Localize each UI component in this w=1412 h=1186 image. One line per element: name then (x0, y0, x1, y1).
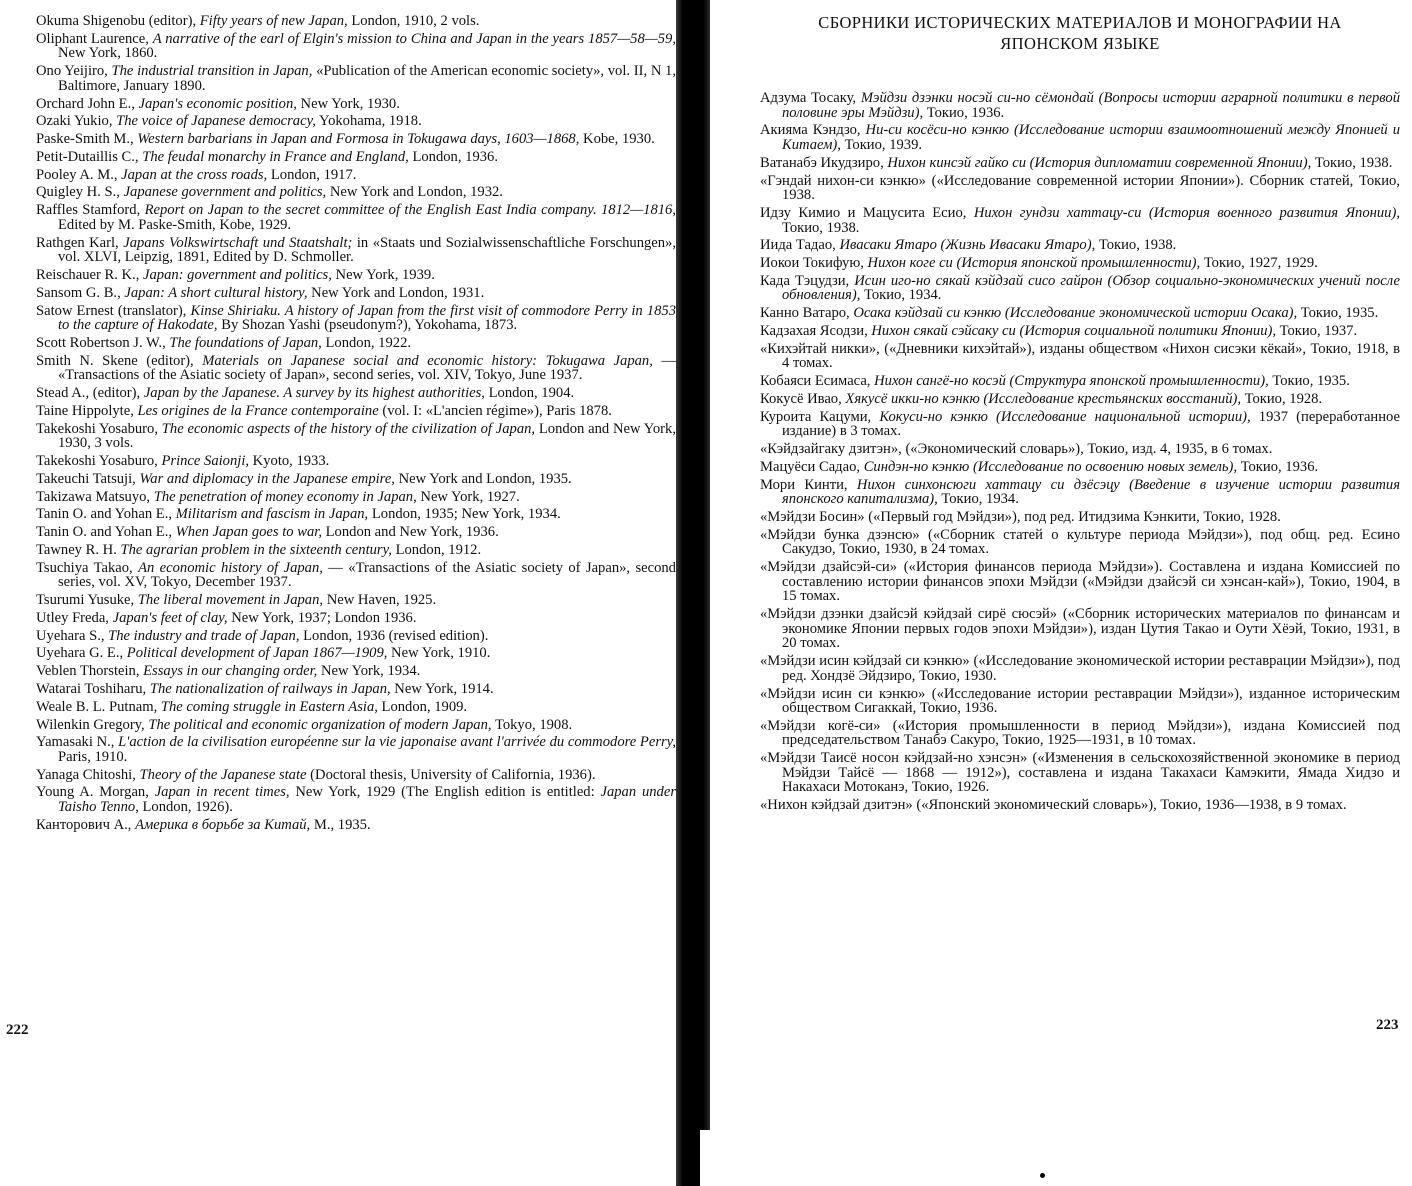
entry-title: Синдэн-но кэнкю (Исследование по освоению новых земель), (863, 458, 1238, 475)
entry-details: Токио, 1935. (1268, 373, 1350, 390)
entry-title: Исин иго-но сякай кэйдзай сисо гайрон (Обзор социально-экономических учений после обновления), (782, 272, 1400, 304)
entry-author: «Нихон кэйдзай дзитэн» («Японский экономический словарь»), Токио, 1936—1938, в 9 томах. (760, 797, 1347, 814)
entry-details: London, 1917. (267, 166, 357, 183)
bibliography-entry (36, 150, 676, 165)
entry-details: Токио, 1937. (1276, 323, 1358, 339)
entry-details: Токио, 1936. (1237, 458, 1319, 475)
entry-details: London and New York, 1936. (321, 524, 499, 541)
entry-title: The voice of Japanese democracy, (116, 113, 316, 130)
entry-title: Мэйдзи дзэнки носэй си-но сёмондай (Вопросы истории аграрной политики в первой половине эры Мэйдзи), (782, 90, 1400, 121)
entry-title: When Japan goes to war, (175, 524, 322, 541)
ink-dot (1040, 1173, 1045, 1178)
entry-author: Tsurumi Yusuke, (36, 592, 138, 609)
entry-author: Кадзахая Ясодзи, (760, 323, 872, 339)
bibliography-entry (760, 528, 1400, 557)
spine-gap (700, 1130, 714, 1186)
entry-title: Prince Saionji, (161, 453, 250, 469)
entry-author: «Мэйдзи когё-си» («История промышленности в период Мэйдзи»), издана Комиссией под председательством Танабэ Сакуро, Токио, 1925—1931, в 10 томах. (760, 717, 1400, 749)
entry-author: «Мэйдзи исин си кэнкю» («Исследование истории реставрации Мэйдзи»), изданное историческим обществом Сигаккай, Токио, 1936. (760, 685, 1400, 717)
bibliography-entry (36, 268, 676, 283)
entry-details: (Doctoral thesis, University of California, 1936). (306, 766, 596, 783)
entry-details: New York, 1939. (331, 266, 435, 283)
entry-details: 1937 (переработанное издание) в 3 томах. (782, 408, 1400, 440)
entry-details: Paris, 1910. (58, 748, 128, 765)
entry-title: L'action de la civilisation européenne sur la vie japonaise avant l'arrivée du commodore Perry, (118, 734, 677, 751)
entry-author: Адзума Тосаку, (760, 90, 861, 106)
bibliography-entry (760, 123, 1400, 152)
bibliography-entry (36, 168, 676, 183)
entry-author: Мори Кинти, (760, 476, 857, 493)
entry-title: Materials on Japanese social and economic history: Tokugawa Japan, (202, 352, 653, 369)
bibliography-entry (36, 286, 676, 301)
entry-title: Japans Volkswirtschaft und Staatshalt; (123, 234, 353, 251)
bibliography-entry (36, 507, 676, 522)
entry-details: New York, 1929 (The English edition is entitled: (289, 784, 601, 801)
entry-author: Takekoshi Yosaburo, (36, 420, 162, 437)
entry-details: Токио, 1927, 1929. (1200, 255, 1318, 272)
entry-details: М., 1935. (310, 816, 371, 833)
entry-author: Акияма Кэндзо, (760, 122, 866, 139)
bibliography-entry (36, 818, 676, 833)
bibliography-entry (36, 14, 676, 29)
entry-title: Japan's feet of clay, (112, 609, 228, 626)
left-page (36, 14, 676, 836)
bibliography-entry (760, 798, 1400, 813)
entry-author: Ватанабэ Икудзиро, (760, 154, 888, 171)
entry-author: Wilenkin Gregory, (36, 716, 149, 733)
bibliography-entry (760, 392, 1400, 407)
entry-details: New York, 1927. (416, 488, 520, 505)
entry-author: Tanin O. and Yohan E., (36, 524, 176, 541)
entry-details: London, 1922. (321, 334, 412, 351)
entry-details: New York and London, 1931. (307, 284, 485, 301)
bibliography-entry (36, 304, 676, 333)
entry-title: Militarism and fascism in Japan, (175, 506, 369, 523)
entry-details: Токио, 1938. (1095, 237, 1177, 254)
entry-author: Иида Тадао, (760, 237, 840, 254)
entry-title: The coming struggle in Eastern Asia, (160, 698, 378, 715)
bibliography-entry (760, 410, 1400, 439)
entry-author: Sansom G. B., (36, 284, 125, 301)
entry-author: Ozaki Yukio, (36, 113, 117, 130)
page-number-left: 222 (6, 1022, 29, 1038)
entry-title: Japan: government and politics, (143, 266, 332, 283)
entry-title: War and diplomacy in the Japanese empire, (139, 470, 395, 487)
bibliography-entry (760, 478, 1400, 507)
entry-author: «Мэйдзи исин кэйдзай си кэнкю» («Исследование экономической истории реставрации Мэйдзи»), под ред. Хондзё Эйдзиро, Токио, 1930. (760, 653, 1400, 684)
bibliography-entry (36, 718, 676, 733)
entry-author: «Мэйдзи бунка дзэнсю» («Сборник статей о культуре периода Мэйдзи»), под общ. ред. Есино Сакудзо, Токио, 1930, в 24 томах. (760, 526, 1400, 558)
bibliography-entry (36, 64, 676, 93)
entry-author: «Кихэйтай никки», («Дневники кихэйтай»), изданы обществом «Нихон сисэки кёкай», Токио, 1918, в 4 томах. (760, 340, 1400, 372)
bibliography-entry (760, 374, 1400, 389)
bibliography-entry (36, 354, 676, 383)
section-heading: СБОРНИКИ ИСТОРИЧЕСКИХ МАТЕРИАЛОВ И МОНОГРАФИИ НА ЯПОНСКОМ ЯЗЫКЕ (818, 13, 1342, 53)
entry-author: «Мэйдзи Босин» («Первый год Мэйдзи»), под ред. Итидзима Кэнкити, Токио, 1928. (760, 509, 1281, 526)
entry-details: Токио, 1938. (782, 219, 860, 236)
entry-author: Uyehara G. E., (36, 645, 127, 662)
entry-details: Yokohama, 1918. (315, 113, 422, 130)
bibliography-entry (760, 687, 1400, 716)
entry-details: London and New York, 1930, 3 vols. (58, 420, 676, 452)
entry-author: Yamasaki N., (36, 734, 119, 751)
entry-author: Raffles Stamford, (36, 202, 145, 219)
bibliography-entry (36, 32, 676, 61)
entry-details: London, 1936 (revised edition). (299, 627, 489, 644)
left-bibliography-list (36, 14, 676, 832)
entry-title: Japan: A short cultural history, (124, 284, 308, 301)
entry-author: Идзу Кимио и Мацусита Есио, (760, 204, 974, 221)
bibliography-entry (760, 256, 1400, 271)
entry-title: The penetration of money economy in Japan, (153, 488, 417, 505)
entry-author: Utley Freda, (36, 609, 113, 626)
entry-author: Pooley A. M., (36, 166, 122, 183)
entry-details: London, 1909. (377, 698, 468, 715)
entry-author: Okuma Shigenobu (editor), (36, 13, 200, 29)
entry-title: Ни-си косёси-но кэнкю (Исследование истории взаимоотношений между Японией и Китаем), (782, 122, 1400, 153)
entry-title: Essays in our changing order, (143, 663, 318, 680)
bibliography-entry (36, 132, 676, 147)
bibliography-entry (36, 543, 676, 558)
entry-author: Orchard John E., (36, 95, 139, 112)
bibliography-entry (36, 490, 676, 505)
entry-author: «Кэйдзайгаку дзитэн», («Экономический словарь»), Токио, изд. 4, 1935, в 6 томах. (760, 441, 1273, 458)
bibliography-entry (36, 472, 676, 487)
bibliography-entry (760, 156, 1400, 171)
right-bibliography-list (760, 91, 1400, 813)
bibliography-entry (760, 324, 1400, 339)
entry-title: Кокуси-но кэнкю (Исследование национальной истории), (879, 408, 1251, 425)
entry-title: Нихон коге си (История японской промышленности), (867, 255, 1201, 272)
entry-details: Токио, 1934. (937, 491, 1019, 508)
bibliography-entry (36, 682, 676, 697)
entry-title: Fifty years of new Japan, (199, 13, 348, 29)
bibliography-entry (760, 719, 1400, 748)
entry-details: New York and London, 1935. (394, 470, 572, 487)
entry-author: Young A. Morgan, (36, 784, 155, 801)
entry-title: Japan under Taisho Tenno, (58, 784, 676, 816)
entry-title: The agrarian problem in the sixteenth century, (120, 541, 392, 558)
entry-author: Petit-Dutaillis C., (36, 148, 143, 165)
bibliography-entry (36, 422, 676, 451)
entry-title: Нихон сякай сэйсаку си (История социальной политики Японии), (871, 323, 1277, 339)
bibliography-entry (36, 203, 676, 232)
entry-author: Weale B. L. Putnam, (36, 698, 161, 715)
entry-title: Осака кэйдзай си кэнкю (Исследование экономической истории Осака), (853, 305, 1298, 322)
entry-author: Канно Ватаро, (760, 305, 854, 322)
bibliography-entry (760, 174, 1400, 203)
entry-author: Veblen Thorstein, (36, 663, 144, 680)
entry-title: Political development of Japan 1867—1909, (126, 645, 388, 662)
entry-author: Rathgen Karl, (36, 234, 124, 251)
bibliography-entry (36, 611, 676, 626)
entry-author: Yanaga Chitoshi, (36, 766, 140, 783)
entry-details: New Haven, 1925. (323, 592, 437, 609)
bibliography-entry (760, 442, 1400, 457)
bibliography-entry (760, 654, 1400, 683)
entry-author: Tanin O. and Yohan E., (36, 506, 176, 523)
entry-author: Tawney R. H. (36, 541, 121, 558)
entry-title: A narrative of the earl of Elgin's mission to China and Japan in the years 1857—58—59, (152, 30, 676, 47)
bibliography-entry (36, 593, 676, 608)
entry-author: Taine Hippolyte, (36, 402, 138, 419)
entry-author: «Гэндай нихон-си кэнкю» («Исследование современной истории Японии»). Сборник статей, Токио, 1938. (760, 172, 1400, 204)
entry-details: Tokyo, 1908. (491, 716, 573, 733)
bibliography-entry (36, 629, 676, 644)
book-spine (676, 0, 710, 1186)
entry-details: Токио, 1939. (840, 136, 923, 153)
entry-title: Theory of the Japanese state (139, 766, 307, 783)
entry-author: Кобаяси Есимаса, (760, 373, 875, 390)
entry-title: Нихон сангё-но косэй (Структура японской промышленности), (874, 373, 1269, 390)
entry-author: Oliphant Laurence, (36, 30, 153, 47)
entry-details: New York, 1860. (58, 45, 158, 62)
entry-details: London, 1904. (484, 385, 575, 402)
entry-details: Edited by M. Paske-Smith, Kobe, 1929. (58, 216, 292, 233)
entry-details: London, 1910, 2 vols. (347, 13, 480, 29)
entry-author: Scott Robertson J. W., (36, 334, 170, 351)
entry-details: New York, 1914. (390, 680, 494, 697)
bibliography-entry (36, 768, 676, 783)
bibliography-entry (36, 646, 676, 661)
bibliography-entry (36, 561, 676, 590)
entry-details: By Shozan Yashi (pseudonym?), Yokohama, 1873. (217, 317, 518, 334)
entry-details: Токио, 1936. (923, 104, 1005, 121)
entry-title: The economic aspects of the history of the civilization of Japan, (161, 420, 536, 437)
bibliography-entry (36, 735, 676, 764)
entry-details: New York, 1930. (296, 95, 400, 112)
entry-details: — «Transactions of the Asiatic society of Japan», second series, vol. XV, Tokyo, December 1937. (58, 559, 676, 591)
bibliography-entry (760, 342, 1400, 371)
entry-author: «Мэйдзи Таисё носон кэйдзай-но хэнсэн» («Изменения в сельскохозяйственной экономике в период Мэйдзи Тайсё — 1868 — 1912»), составлена и издана Такахаси Камэкити, Ямада Хидзо и Накахаси Мотоканэ, Токио, 1926. (760, 750, 1400, 796)
entry-author: Paske-Smith M., (36, 131, 138, 148)
bibliography-entry (760, 306, 1400, 321)
bibliography-entry (36, 664, 676, 679)
entry-title: Japan by the Japanese. A survey by its highest authorities, (143, 385, 485, 402)
bibliography-entry (760, 91, 1400, 120)
entry-details: (vol. I: «L'ancien régime»), Paris 1878. (378, 402, 612, 419)
bibliography-entry (36, 236, 676, 265)
entry-details: London, 1912. (391, 541, 482, 558)
entry-details: Токио, 1928. (1241, 390, 1323, 407)
bibliography-entry (760, 751, 1400, 795)
entry-details: Токио, 1938. (1311, 154, 1393, 171)
right-page (760, 12, 1400, 816)
bibliography-entry (36, 336, 676, 351)
entry-title: Нихон кинсэй гайко си (История дипломатии современной Японии), (887, 154, 1312, 171)
entry-title: Japan's economic position, (138, 95, 297, 112)
entry-details: in «Staats und Sozialwissenschaftliche Forschungen», vol. XLVI, Leipzig, 1891, Edited by D. Schmoller. (58, 234, 677, 266)
entry-title: Japan at the cross roads, (121, 166, 268, 183)
bibliography-entry (36, 454, 676, 469)
bibliography-entry (36, 97, 676, 112)
bibliography-entry (36, 785, 676, 814)
bibliography-entry (760, 607, 1400, 651)
entry-details: Kobe, 1930. (579, 131, 655, 148)
entry-title: The foundations of Japan, (169, 334, 322, 351)
bibliography-entry (36, 525, 676, 540)
entry-title: Report on Japan to the secret committee of the English East India company. 1812—1816, (144, 202, 676, 219)
entry-details: London, 1935; New York, 1934. (368, 506, 561, 523)
entry-title: Нихон синхонсюги хаттацу си дзёсэцу (Введение в изучение истории развития японского капитализма), (782, 476, 1400, 508)
entry-title: The nationalization of railways in Japan, (149, 680, 391, 697)
entry-title: Kinse Shiriaku. A history of Japan from the first visit of commodore Perry in 1853 to the capture of Hakodate, (58, 302, 676, 334)
entry-author: Канторович А., (36, 816, 136, 833)
entry-title: Нихон гундзи хаттацу-си (История военного развития Японии), (973, 204, 1400, 221)
entry-author: Smith N. Skene (editor), (36, 352, 203, 369)
entry-author: «Мэйдзи дзэнки дзайсэй кэйдзай сирё сюсэй» («Сборник исторических материалов по финансам и экономике Японии первых годов эпохи Мэйдзи»), издан Цутия Такао и Оути Хёэй, Токио, 1931, в 20 томах. (760, 606, 1400, 652)
entry-author: Watarai Toshiharu, (36, 680, 150, 697)
entry-author: Satow Ernest (translator), (36, 302, 191, 319)
entry-author: Мацуёси Садао, (760, 458, 864, 475)
entry-title: Japan in recent times, (154, 784, 290, 801)
bibliography-entry (760, 510, 1400, 525)
entry-details: London, 1936. (408, 148, 498, 165)
entry-author: «Мэйдзи дзайсэй-си» («История финансов периода Мэйдзи»). Составлена и издана Комиссией по составлению истории финансов эпохи Мэйдзи («Мэйдзи дзайсэй си хэнсан-кай»), Токио, 1904, в 15 томах. (760, 559, 1400, 605)
entry-title: The political and economic organization of modern Japan, (148, 716, 492, 733)
entry-details: Токио, 1934. (860, 287, 942, 304)
entry-author: Када Тэцудзи, (760, 272, 855, 289)
entry-title: Les origines de la France contemporaine (137, 402, 379, 419)
entry-author: Takizawa Matsuyo, (36, 488, 154, 505)
entry-author: Ono Yeijiro, (36, 63, 112, 80)
entry-details: New York, 1910. (387, 645, 491, 662)
entry-details: New York, 1934. (317, 663, 421, 680)
page-number-right: 223 (1376, 1017, 1399, 1033)
entry-details: New York and London, 1932. (326, 184, 503, 201)
entry-details: London, 1926). (138, 799, 233, 816)
entry-author: Takeuchi Tatsuji, (36, 470, 140, 487)
entry-title: The industrial transition in Japan, (111, 63, 313, 80)
entry-title: Америка в борьбе за Китай, (135, 816, 311, 833)
entry-details: «Publication of the American economic society», vol. II, N 1, Baltimore, January 1890. (58, 63, 676, 94)
entry-title: The liberal movement in Japan, (137, 592, 324, 609)
entry-author: Кокусё Ивао, (760, 390, 846, 407)
entry-author: Takekoshi Yosaburo, (36, 453, 162, 469)
entry-title: The feudal monarchy in France and England, (142, 148, 409, 165)
entry-details: — «Transactions of the Asiatic society of Japan», second series, vol. XIV, Tokyo, June 1937. (58, 352, 676, 384)
entry-author: Tsuchiya Takao, (36, 559, 139, 576)
entry-details: Kyoto, 1933. (249, 453, 330, 469)
entry-title: Ивасаки Ятаро (Жизнь Ивасаки Ятаро), (839, 237, 1096, 254)
bibliography-entry (760, 560, 1400, 604)
entry-author: Куроита Кацуми, (760, 408, 880, 425)
bibliography-entry (760, 274, 1400, 303)
bibliography-entry (36, 700, 676, 715)
bibliography-entry (760, 460, 1400, 475)
bibliography-entry (760, 238, 1400, 253)
entry-details: New York, 1937; London 1936. (227, 609, 417, 626)
bibliography-entry (36, 404, 676, 419)
entry-title: Japanese government and politics, (123, 184, 327, 201)
entry-title: The industry and trade of Japan, (108, 627, 300, 644)
bibliography-entry (36, 114, 676, 129)
entry-details: Токио, 1935. (1297, 305, 1379, 322)
entry-author: Quigley H. S., (36, 184, 124, 201)
entry-author: Uyehara S., (36, 627, 109, 644)
entry-author: Stead A., (editor), (36, 385, 144, 402)
entry-title: Western barbarians in Japan and Formosa in Tokugawa days, 1603—1868, (137, 131, 580, 148)
entry-title: An economic history of Japan, (138, 559, 323, 576)
bibliography-entry (36, 386, 676, 401)
bibliography-entry (36, 185, 676, 200)
entry-author: Иокои Токифую, (760, 255, 868, 272)
bibliography-entry (760, 206, 1400, 235)
entry-title: Хякусё икки-но кэнкю (Исследование крестьянских восстаний), (845, 390, 1242, 407)
entry-author: Reischauer R. K., (36, 266, 143, 283)
